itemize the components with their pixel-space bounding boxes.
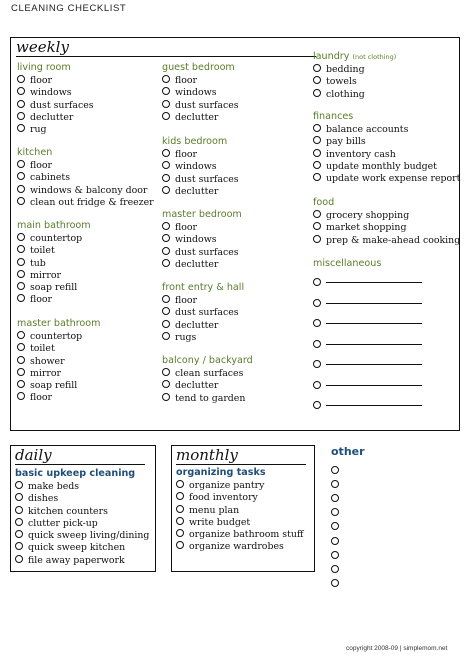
checkbox-circle[interactable] [15, 481, 23, 489]
checklist-item [162, 295, 244, 307]
section-food [313, 197, 460, 247]
checkbox-circle[interactable] [313, 89, 321, 97]
checkbox-circle[interactable] [313, 222, 321, 230]
laundry-note: (not clothing) [352, 53, 397, 61]
checkbox-circle[interactable] [17, 233, 25, 241]
checklist-item-label: floor [30, 160, 53, 171]
checklist-item [162, 100, 239, 112]
blank-checklist-row [331, 519, 344, 533]
checkbox-circle[interactable] [162, 149, 170, 157]
checklist-item-label: rugs [175, 331, 197, 343]
checklist-item [176, 529, 304, 541]
section-title: master bathroom [17, 318, 101, 329]
checklist-item-label: organize pantry [189, 480, 265, 491]
blank-checklist-row [331, 463, 344, 477]
checklist-item [313, 136, 460, 148]
checkbox-circle[interactable] [331, 537, 339, 545]
section-basic-upkeep [15, 468, 149, 567]
checklist-item-label: floor [175, 295, 198, 306]
checklist-item [17, 172, 154, 184]
checkbox-circle[interactable] [313, 235, 321, 243]
checklist-item-label: file away paperwork [28, 554, 125, 566]
checklist-item-label: declutter [175, 319, 219, 331]
checkbox-circle[interactable] [17, 368, 25, 376]
checklist-item-label: tend to garden [175, 392, 246, 404]
checklist-item [162, 307, 244, 319]
checkbox-circle[interactable] [162, 247, 170, 255]
checklist-item [15, 518, 149, 530]
blank-checklist-row [313, 334, 422, 355]
checklist-item [176, 517, 304, 529]
checklist-item [15, 542, 149, 554]
checkbox-circle[interactable] [17, 331, 25, 339]
checklist-item [17, 75, 94, 87]
checklist-item [313, 149, 460, 161]
checkbox-circle[interactable] [313, 381, 321, 389]
checkbox-circle[interactable] [17, 294, 25, 302]
copyright: copyright 2008-09 | simplemom.net [346, 645, 448, 652]
checkbox-circle[interactable] [17, 185, 25, 193]
checkbox-circle[interactable] [313, 340, 321, 348]
section-miscellaneous [313, 258, 422, 416]
checklist-item-label: organize bathroom stuff [189, 529, 304, 541]
checklist-item-label: windows [30, 87, 72, 99]
checkbox-circle[interactable] [17, 258, 25, 266]
checkbox-circle[interactable] [162, 332, 170, 340]
items [162, 149, 239, 198]
checkbox-circle[interactable] [17, 124, 25, 132]
section-kitchen [17, 147, 154, 209]
checklist-item [17, 343, 101, 355]
checklist-item [176, 480, 304, 492]
checklist-item [17, 124, 94, 136]
checklist-item [313, 173, 460, 185]
checklist-item-label: prep & make-ahead cooking [326, 234, 461, 246]
checkbox-circle[interactable] [17, 160, 25, 168]
section-title: kitchen [17, 147, 53, 158]
checkbox-circle[interactable] [176, 529, 184, 537]
laundry-title: laundry [313, 51, 350, 62]
checklist-item [162, 161, 239, 173]
checklist-item [162, 87, 239, 99]
checkbox-circle[interactable] [162, 186, 170, 194]
checklist-item [176, 492, 304, 504]
checklist-item [17, 112, 94, 124]
section-front-entry [162, 282, 244, 344]
daily-title: daily [15, 447, 145, 465]
checkbox-circle[interactable] [313, 161, 321, 169]
checkbox-circle[interactable] [15, 542, 23, 550]
section-title: miscellaneous [313, 258, 382, 269]
checklist-item [15, 530, 149, 542]
checklist-item [162, 234, 242, 246]
checklist-item-label: inventory cash [326, 148, 396, 160]
checklist-item [313, 76, 396, 88]
checkbox-circle[interactable] [176, 541, 184, 549]
section-master-bedroom [162, 209, 242, 271]
checklist-item-label: countertop [30, 331, 83, 342]
checklist-item [17, 258, 91, 270]
section-title: master bedroom [162, 209, 242, 220]
section-finances [313, 111, 460, 185]
checklist-item-label: toilet [30, 245, 55, 257]
blank-checklist-row [313, 293, 422, 314]
checklist-item [162, 259, 242, 271]
write-in-line[interactable] [326, 363, 422, 365]
items [313, 64, 396, 101]
checklist-item-label: cabinets [30, 172, 71, 184]
checklist-item-label: tub [30, 257, 46, 269]
section-title: main bathroom [17, 220, 91, 231]
checklist-item [17, 294, 91, 306]
checklist-item-label: clothing [326, 88, 365, 100]
checklist-item-label: soap refill [30, 380, 78, 392]
blank-checklist-row [313, 354, 422, 375]
section-organizing-tasks [176, 467, 304, 554]
checklist-item-label: clean out fridge & freezer [30, 196, 154, 208]
checklist-item-label: declutter [175, 380, 219, 392]
write-in-line[interactable] [326, 281, 422, 283]
checklist-item-label: floor [30, 294, 53, 306]
checkbox-circle[interactable] [162, 393, 170, 401]
checkbox-circle[interactable] [162, 100, 170, 108]
blank-checklist-row [331, 576, 344, 590]
items [176, 480, 304, 554]
write-in-line[interactable] [326, 302, 422, 304]
items [313, 124, 460, 185]
checklist-item-label: update monthly budget [326, 160, 437, 172]
section-living-room [17, 62, 94, 136]
checklist-item-label: make beds [28, 481, 80, 492]
checklist-item [313, 89, 396, 101]
write-in-line[interactable] [326, 384, 422, 386]
checkbox-circle[interactable] [17, 343, 25, 351]
checklist-item-label: floor [175, 222, 198, 233]
checklist-item [162, 75, 239, 87]
checklist-item-label: countertop [30, 233, 83, 244]
checkbox-circle[interactable] [331, 466, 339, 474]
checklist-item [17, 197, 154, 209]
checklist-item [313, 64, 396, 76]
section-title: guest bedroom [162, 62, 235, 73]
checklist-item-label: declutter [175, 111, 219, 123]
checklist-item-label: pay bills [326, 136, 366, 148]
items [17, 160, 154, 209]
checkbox-circle[interactable] [17, 380, 25, 388]
checklist-item-label: windows [175, 234, 217, 246]
checklist-item-label: balance accounts [326, 124, 409, 135]
checkbox-circle[interactable] [162, 320, 170, 328]
checklist-item-label: dust surfaces [175, 307, 239, 319]
checklist-item-label: organize wardrobes [189, 541, 284, 553]
section-balcony [162, 355, 253, 405]
checkbox-circle[interactable] [162, 295, 170, 303]
checklist-item [17, 368, 101, 380]
checklist-item-label: floor [175, 75, 198, 86]
checkbox-circle[interactable] [313, 76, 321, 84]
checkbox-circle[interactable] [313, 278, 321, 286]
items [162, 295, 244, 344]
checklist-item [313, 124, 460, 136]
weekly-title: weekly [16, 39, 316, 57]
checklist-item [313, 210, 460, 222]
checkbox-circle[interactable] [176, 505, 184, 513]
checkbox-circle[interactable] [162, 380, 170, 388]
checklist-item-label: kitchen counters [28, 505, 108, 517]
checklist-item-label: shower [30, 355, 65, 367]
blank-checklist-row [313, 272, 422, 293]
checkbox-circle[interactable] [17, 172, 25, 180]
checkbox-circle[interactable] [313, 360, 321, 368]
checkbox-circle[interactable] [162, 222, 170, 230]
checkbox-circle[interactable] [176, 480, 184, 488]
section-title [313, 51, 396, 63]
checkbox-circle[interactable] [313, 124, 321, 132]
checklist-item-label: mirror [30, 367, 61, 379]
checkbox-circle[interactable] [17, 356, 25, 364]
section-master-bathroom [17, 318, 101, 405]
checklist-item-label: dust surfaces [175, 99, 239, 111]
checkbox-circle[interactable] [331, 522, 339, 530]
checkbox-circle[interactable] [331, 508, 339, 516]
other-title: other [331, 445, 365, 458]
checkbox-circle[interactable] [17, 282, 25, 290]
checklist-item-label: dishes [28, 493, 59, 505]
checkbox-circle[interactable] [17, 112, 25, 120]
checklist-item-label: quick sweep living/dining [28, 530, 150, 542]
checklist-item-label: clean surfaces [175, 368, 244, 379]
checklist-item [162, 320, 244, 332]
checklist-item-label: dust surfaces [30, 99, 94, 111]
checkbox-circle[interactable] [313, 136, 321, 144]
checkbox-circle[interactable] [17, 100, 25, 108]
checklist-item-label: floor [30, 75, 53, 86]
section-laundry [313, 51, 396, 101]
checkbox-circle[interactable] [162, 112, 170, 120]
blank-checklist-row [313, 375, 422, 396]
write-in-line[interactable] [326, 343, 422, 345]
checkbox-circle[interactable] [15, 506, 23, 514]
checkbox-circle[interactable] [15, 555, 23, 563]
checkbox-circle[interactable] [17, 197, 25, 205]
checkbox-circle[interactable] [313, 210, 321, 218]
checklist-item [15, 506, 149, 518]
checklist-item-label: toilet [30, 343, 55, 355]
section-guest-bedroom [162, 62, 239, 124]
checkbox-circle[interactable] [331, 494, 339, 502]
checklist-item [162, 332, 244, 344]
checklist-item-label: write budget [189, 516, 251, 528]
checkbox-circle[interactable] [17, 392, 25, 400]
checkbox-circle[interactable] [15, 493, 23, 501]
checkbox-circle[interactable] [331, 565, 339, 573]
checklist-item [17, 282, 91, 294]
checklist-item-label: floor [175, 149, 198, 160]
checkbox-circle[interactable] [331, 551, 339, 559]
checklist-item [17, 87, 94, 99]
blank-checklist-row [313, 313, 422, 334]
section-kids-bedroom [162, 136, 239, 198]
checklist-item [162, 380, 253, 392]
checkbox-circle[interactable] [313, 173, 321, 181]
items [313, 210, 460, 247]
section-title: kids bedroom [162, 136, 228, 147]
checkbox-circle[interactable] [162, 75, 170, 83]
checklist-item-label: windows [175, 161, 217, 173]
checklist-item [176, 505, 304, 517]
checklist-item [162, 149, 239, 161]
section-title: food [313, 197, 335, 208]
blank-checklist-row [331, 491, 344, 505]
checklist-item [162, 368, 253, 380]
section-title: organizing tasks [176, 467, 266, 478]
checklist-item [162, 174, 239, 186]
checklist-item [162, 186, 239, 198]
checkbox-circle[interactable] [176, 492, 184, 500]
checklist-item [17, 270, 91, 282]
checklist-item [162, 112, 239, 124]
blank-checklist-row [331, 533, 344, 547]
checkbox-circle[interactable] [17, 245, 25, 253]
checkbox-circle[interactable] [17, 87, 25, 95]
items [162, 222, 242, 271]
checklist-item [313, 161, 460, 173]
checkbox-circle[interactable] [162, 234, 170, 242]
checklist-item-label: quick sweep kitchen [28, 542, 126, 554]
checkbox-circle[interactable] [17, 270, 25, 278]
items [17, 75, 94, 136]
blank-checklist-row [313, 395, 422, 416]
checklist-item-label: dust surfaces [175, 173, 239, 185]
checklist-item [162, 393, 253, 405]
items [15, 481, 149, 567]
blank-checklist-row [331, 562, 344, 576]
checklist-item [17, 160, 154, 172]
checkbox-circle[interactable] [331, 480, 339, 488]
checklist-item-label: update work expense report [326, 173, 461, 185]
write-in-line[interactable] [326, 322, 422, 324]
checklist-item-label: declutter [175, 258, 219, 270]
checklist-item [17, 245, 91, 257]
items [17, 233, 91, 307]
checkbox-circle[interactable] [313, 319, 321, 327]
checkbox-circle[interactable] [162, 368, 170, 376]
checkbox-circle[interactable] [15, 530, 23, 538]
checklist-item [17, 185, 154, 197]
checkbox-circle[interactable] [331, 579, 339, 587]
checkbox-circle[interactable] [176, 517, 184, 525]
checklist-item [176, 541, 304, 553]
checklist-item-label: soap refill [30, 282, 78, 294]
blank-checklist-row [331, 505, 344, 519]
checklist-item [15, 493, 149, 505]
checkbox-circle[interactable] [162, 174, 170, 182]
section-title: balcony / backyard [162, 355, 253, 366]
checklist-item-label: clutter pick-up [28, 517, 98, 529]
checklist-item-label: floor [30, 392, 53, 404]
section-title: basic upkeep cleaning [15, 468, 136, 479]
checkbox-circle[interactable] [17, 75, 25, 83]
checkbox-circle[interactable] [162, 87, 170, 95]
checkbox-circle[interactable] [162, 161, 170, 169]
checklist-item-label: dust surfaces [175, 246, 239, 258]
items [162, 75, 239, 124]
checklist-item-label: windows & balcony door [30, 184, 148, 196]
other-blank-list [331, 463, 344, 590]
checklist-item-label: mirror [30, 269, 61, 281]
checkbox-circle[interactable] [313, 149, 321, 157]
checklist-item [17, 331, 101, 343]
checklist-item [17, 380, 101, 392]
checklist-item [313, 222, 460, 234]
section-title: front entry & hall [162, 282, 245, 293]
blank-checklist-row [331, 477, 344, 491]
checkbox-circle[interactable] [15, 518, 23, 526]
checklist-item-label: declutter [30, 111, 74, 123]
checklist-item [162, 222, 242, 234]
checklist-item-label: menu plan [189, 504, 240, 516]
checklist-item-label: towels [326, 76, 357, 88]
page-title: CLEANING CHECKLIST [11, 3, 127, 14]
checklist-item-label: rug [30, 124, 47, 136]
checklist-item-label: declutter [175, 185, 219, 197]
checklist-item [17, 233, 91, 245]
section-title: finances [313, 111, 354, 122]
blank-checklist-row [331, 548, 344, 562]
checklist-item [17, 356, 101, 368]
checklist-item [15, 555, 149, 567]
checklist-item-label: bedding [326, 64, 365, 75]
checklist-item-label: grocery shopping [326, 210, 410, 221]
checklist-item [15, 481, 149, 493]
section-title: living room [17, 62, 71, 73]
checkbox-circle[interactable] [162, 307, 170, 315]
checklist-item-label: windows [175, 87, 217, 99]
checkbox-circle[interactable] [313, 64, 321, 72]
checklist-item [17, 100, 94, 112]
items [17, 331, 101, 405]
misc-blank-list [313, 272, 422, 416]
checklist-item [162, 247, 242, 259]
write-in-line[interactable] [326, 404, 422, 406]
checkbox-circle[interactable] [313, 401, 321, 409]
section-main-bathroom [17, 220, 91, 307]
monthly-title: monthly [176, 447, 306, 465]
checklist-item-label: food inventory [189, 492, 258, 504]
checklist-item-label: market shopping [326, 222, 407, 234]
checklist-item [17, 392, 101, 404]
checklist-item [313, 235, 460, 247]
checkbox-circle[interactable] [313, 299, 321, 307]
checkbox-circle[interactable] [162, 259, 170, 267]
items [162, 368, 253, 405]
